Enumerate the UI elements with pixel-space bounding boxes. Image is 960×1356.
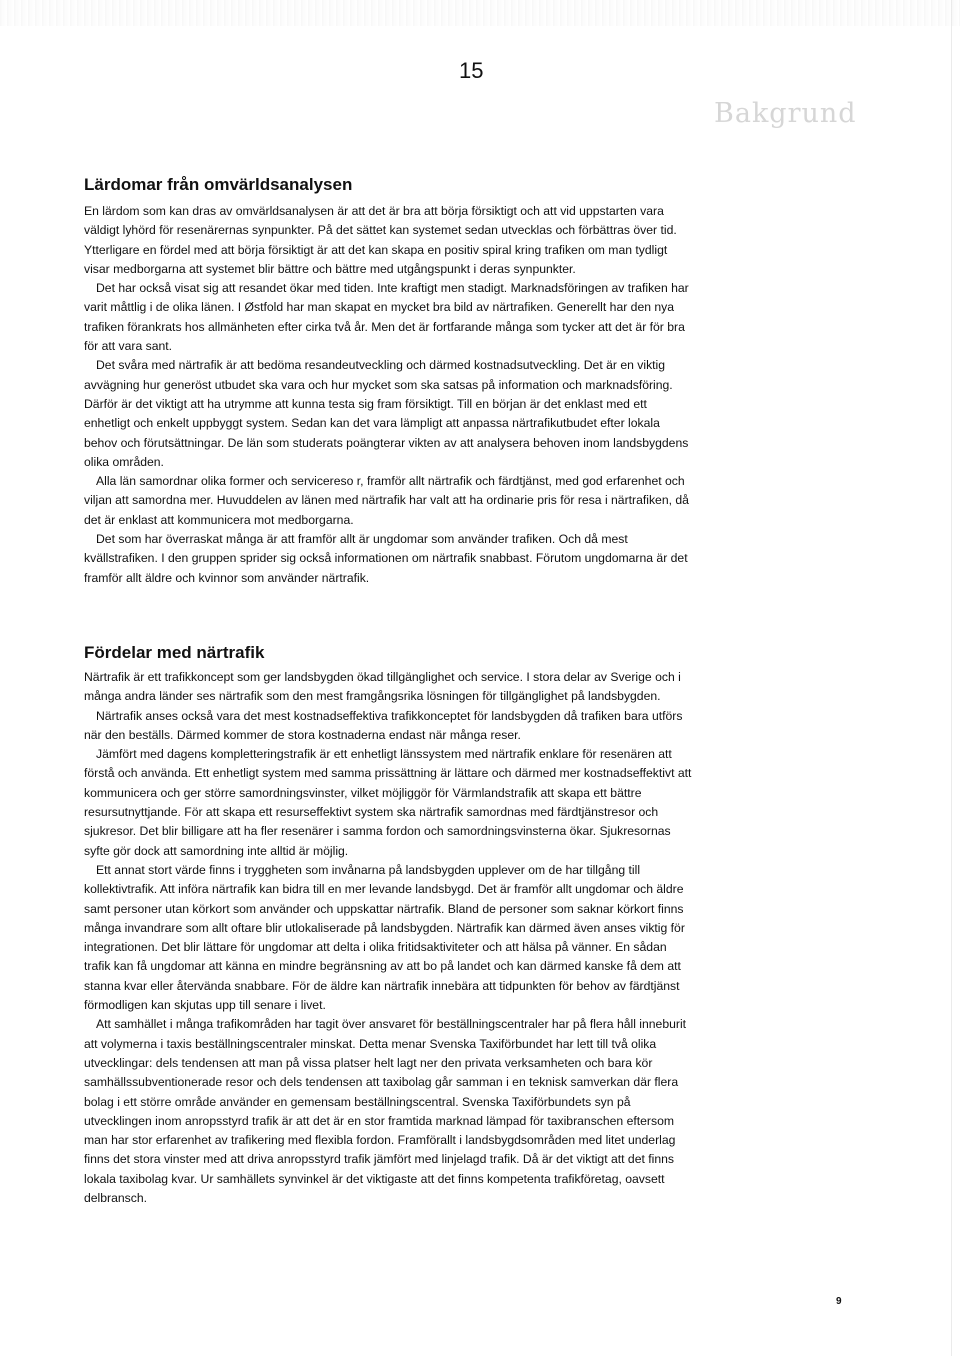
paragraph: Att samhället i många trafikområden har tagit över ansvaret för beställningscentraler har på flera håll inneburit att volymerna i taxis beställningscentraler minskat. Detta menar Svenska Taxiförbundet har lett till två olika utvecklingar: dels tendensen att man på vissa platser helt lagt ner den privata verksamheten och bara kör samhällssubventionerade resor och dels tendensen att taxibolag går samman i en teknisk samverkan där flera bolag i ett större område använder en gemensam beställningscentral. Svenska Taxiförbundets syn på utvecklingen inom anropsstyrd trafik är att det är en stor framtida marknad lämpad för taxibranschen eftersom man har stor erfarenhet av trafikering med flexibla fordon. Framförallt i landsbygdsområden med litet underlag finns det stora vinster med att driva anropsstyrd trafik jämfört med linjelagd trafik. Då är det viktigt att det finns lokala taxibolag kvar. Ur samhällets synvinkel är det viktigaste att det finns kompetenta trafikföretag, oavsett delbransch.: [84, 1017, 687, 1206]
page-number: 15: [459, 58, 484, 83]
paragraph: En lärdom som kan dras av omvärldsanalysen är att det är bra att börja försiktigt och att vid uppstarten vara väldigt lyhörd för resenärernas synpunkter. På det sättet kan systemet sedan utvecklas och förbättras över tid. Ytterligare en fördel med att börja försiktigt är att det kan skapa en positiv spiral kring trafiken om man tydligt visar medborgarna att systemet blir bättre och bättre med utgångspunkt i deras synpunkter.: [84, 204, 677, 276]
section-tag: Bakgrund: [714, 98, 857, 129]
scan-artifact-top: [0, 0, 960, 26]
footnote-number: 9: [836, 1296, 842, 1307]
section-fordelar: [84, 642, 694, 1208]
paragraph: Jämfört med dagens kompletteringstrafik är ett enhetligt länssystem med närtrafik enklare för resenären att förstå och använda. Ett enhetligt system med samma prissättning är lättare och därmed mer kostnadseffektivt att kommunicera och ger större samordningsvinster, vilket möjliggör för Värmlandstrafik att skapa ett bättre resursutnyttjande. För att skapa ett resurseffektivt system ska närtrafik samordnas med färdtjänstresor och sjukresor. Det blir billigare att ha fler resenärer i samma fordon och samordningsvinsterna ökar. Sjukresornas syfte gör dock att samordning inte alltid är möjlig.: [84, 747, 692, 858]
paragraph: Det har också visat sig att resandet ökar med tiden. Inte kraftigt men stadigt. Marknadsföringen av trafiken har varit måttlig i de olika länen. I Østfold har man skapat en mycket bra bild av närtrafiken. Generellt har den nya trafiken förankrats hos allmänheten efter cirka två år. Men det är fortfarande många som tycker att det är för bra för att vara sant.: [84, 281, 689, 354]
paragraph: Närtrafik anses också vara det mest kostnadseffektiva trafikkonceptet för landsbygden då trafiken bara utförs när den beställs. Därmed kommer de stora kostnaderna endast när många reser.: [84, 708, 683, 742]
paragraph: Alla län samordnar olika former och servicereso r, framför allt närtrafik och färdtjänst, med god erfarenhet och viljan att samordna mer. Huvuddelen av länen med närtrafik har valt att ha ordinarie pris för resa i närtrafiken, då det är enklast att kommunicera mot medborgarna.: [84, 474, 689, 527]
scan-artifact-edge: [951, 0, 952, 1356]
section-heading: Lärdomar från omvärldsanalysen: [84, 175, 353, 194]
section-heading: Fördelar med närtrafik: [84, 643, 265, 662]
paragraph: Det som har överraskat många är att framför allt är ungdomar som använder trafiken. Och då mest kvällstrafiken. I den gruppen sprider sig också informationen om närtrafik snabbast. Förutom ungdomarna är det framför allt äldre och kvinnor som använder närtrafik.: [84, 532, 688, 585]
section-lardomar: [84, 174, 694, 588]
paragraph: Det svåra med närtrafik är att bedöma resandeutveckling och därmed kostnadsutveckling. Det är en viktig avvägning hur generöst utbudet ska vara och hur mycket som ska satsas på information och marknadsföring. Därför är det viktigt att ha utrymme att kunna testa sig fram försiktigt. Till en början är det enklast med ett enhetligt och enkelt uppbyggt system. Sedan kan det vara lämpligt att anpassa närtrafikutbudet efter lokala behov och förutsättningar. De län som studerats poängterar vikten av att analysera behoven inom landsbygdens olika områden.: [84, 358, 689, 469]
paragraph: Ett annat stort värde finns i tryggheten som invånarna på landsbygden upplever om de har tillgång till kollektivtrafik. Att införa närtrafik kan bidra till en mer levande landsbygd. Det är framför allt ungdomar och äldre samt personer utan körkort som använder och uppskattar närtrafik. Bland de personer som saknar körkort finns många invandrare som allt oftare blir utlokaliserade på landsbygden. Närtrafik kan därmed även anses viktig för integrationen. Det blir lättare för ungdomar att delta i olika fritidsaktiviteter och att hälsa på vänner. En sådan trafik kan få ungdomar att känna en mindre begränsning av att bo på landet och kan därmed kanske få dem att stanna kvar eller återvända snabbare. För de äldre kan närtrafik innebära att tidpunkten för behov av färdtjänst förmodligen kan skjutas upp till senare i livet.: [84, 862, 685, 1013]
paragraph: Närtrafik är ett trafikkoncept som ger landsbygden ökad tillgänglighet och service. I stora delar av Sverige och i många andra länder ses närtrafik som den mest framgångsrika lösningen för tillgänglighet på landsbygden.: [84, 670, 681, 704]
